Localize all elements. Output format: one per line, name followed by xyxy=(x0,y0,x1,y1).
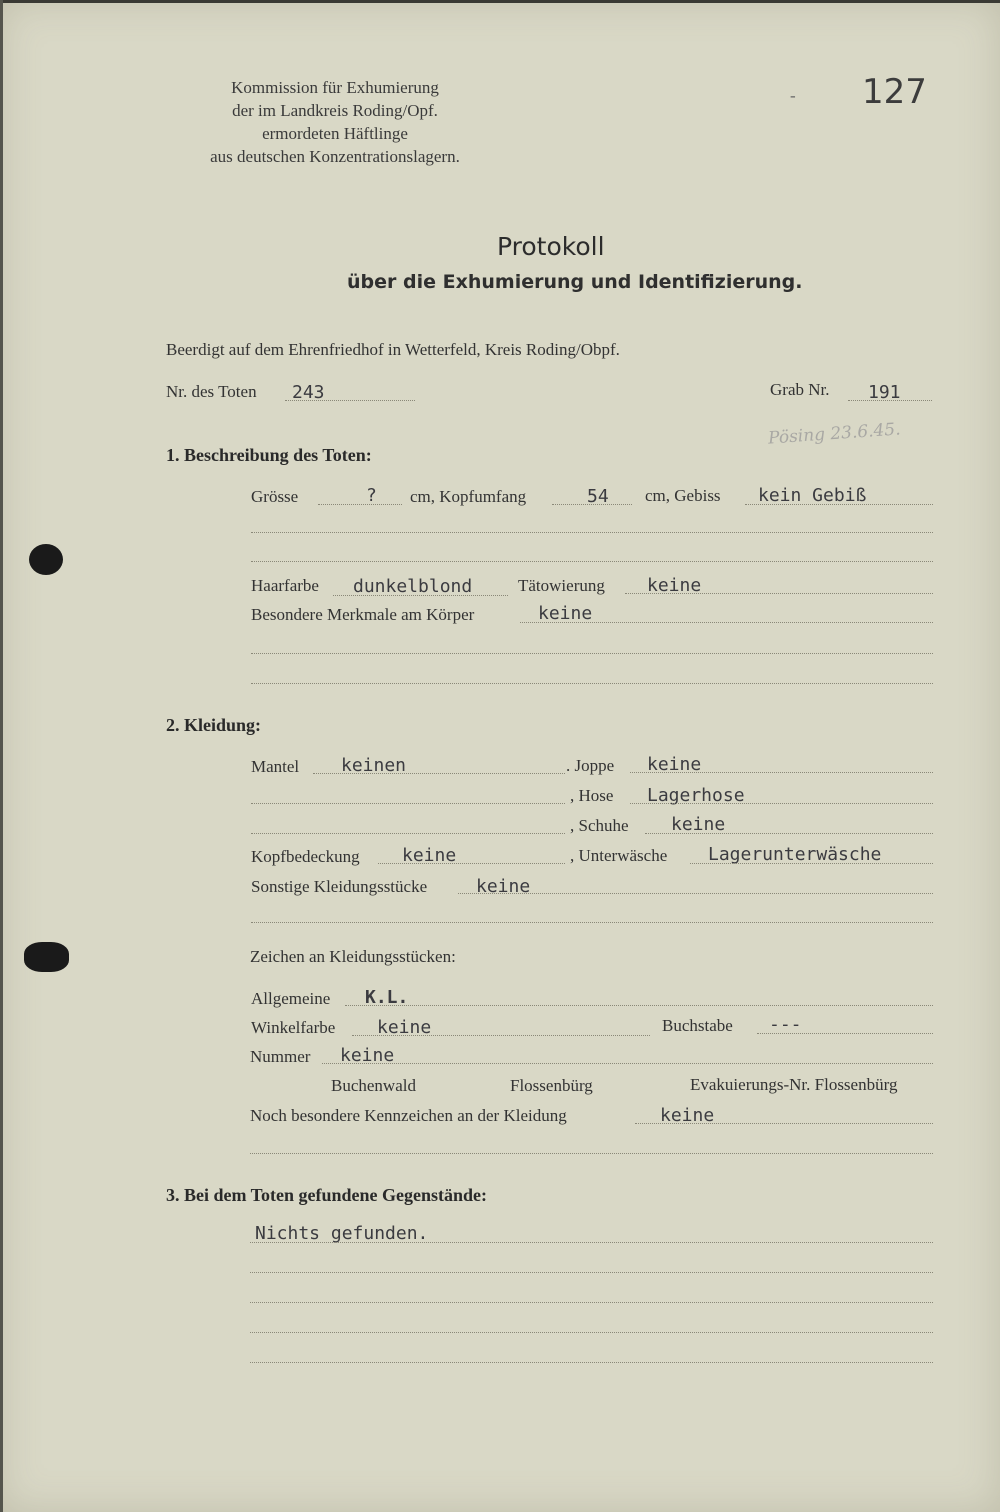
teeth-label: cm, Gebiss xyxy=(645,486,721,505)
size-line xyxy=(318,504,402,505)
punch-hole-upper xyxy=(29,544,63,575)
headwear-label: Kopfbedeckung xyxy=(251,847,360,866)
general-mark-label: Allgemeine xyxy=(251,989,331,1008)
other-clothing-value: keine xyxy=(476,876,531,897)
tattoo-label: Tätowierung xyxy=(518,576,605,595)
dead-number-label: Nr. des Toten xyxy=(166,382,257,401)
coat-line xyxy=(313,773,565,774)
shoes-value: keine xyxy=(671,814,726,835)
number-label: Nummer xyxy=(250,1047,311,1066)
hair-color-line xyxy=(333,595,508,596)
section-3-heading: 3. Bei dem Toten gefundene Gegenstände: xyxy=(166,1185,488,1205)
section-1-blank-line-2 xyxy=(251,561,933,562)
teeth-line xyxy=(745,504,933,505)
underwear-label: , Unterwäsche xyxy=(570,846,668,865)
page-number: 127 xyxy=(862,72,927,112)
number-line xyxy=(322,1063,933,1064)
dead-number-line xyxy=(285,400,415,401)
grave-number-label: Grab Nr. xyxy=(770,380,830,399)
page-edge-left xyxy=(0,0,3,1512)
section-1-blank-line-1 xyxy=(251,532,933,533)
found-items-line-3 xyxy=(250,1302,933,1303)
letter-line xyxy=(757,1033,933,1034)
underwear-value: Lagerunterwäsche xyxy=(708,844,882,865)
tattoo-line xyxy=(625,593,933,594)
header-line-2: der im Landkreis Roding/Opf. xyxy=(232,101,438,120)
letter-label: Buchstabe xyxy=(662,1016,733,1035)
letter-value: --- xyxy=(769,1014,802,1035)
found-items-line-4 xyxy=(250,1332,933,1333)
shoes-label: , Schuhe xyxy=(570,816,629,835)
underwear-line xyxy=(690,863,933,864)
teeth-value: kein Gebiß xyxy=(758,485,867,506)
issuer-header xyxy=(175,76,495,168)
header-line-4: aus deutschen Konzentrationslagern. xyxy=(210,147,460,166)
other-clothing-label: Sonstige Kleidungsstücke xyxy=(251,877,428,896)
hair-color-value: dunkelblond xyxy=(353,576,473,597)
document-subtitle: über die Exhumierung und Identifizierung. xyxy=(347,271,803,293)
tattoo-value: keine xyxy=(647,575,702,596)
grave-number-line xyxy=(848,400,932,401)
section-1-heading: 1. Beschreibung des Toten: xyxy=(166,445,372,465)
section-1-blank-line-3 xyxy=(251,653,933,654)
camp-evacuation-number: Evakuierungs-Nr. Flossenbürg xyxy=(690,1075,898,1094)
dead-number-value: 243 xyxy=(292,382,325,403)
shoes-left-line xyxy=(251,833,565,834)
head-circumference-line xyxy=(552,504,632,505)
head-circumference-value: 54 xyxy=(587,486,609,507)
special-marks-label: Noch besondere Kennzeichen an der Kleidung xyxy=(250,1106,567,1125)
clothing-marks-heading: Zeichen an Kleidungsstücken: xyxy=(250,947,456,966)
section-1-blank-line-4 xyxy=(251,683,933,684)
jacket-value: keine xyxy=(647,754,702,775)
triangle-color-label: Winkelfarbe xyxy=(251,1018,336,1037)
section-2-heading: 2. Kleidung: xyxy=(166,715,262,735)
found-items-line-2 xyxy=(250,1272,933,1273)
found-items-line-1 xyxy=(250,1242,933,1243)
size-value: ? xyxy=(366,485,377,506)
found-items-value: Nichts gefunden. xyxy=(255,1223,429,1244)
special-marks-value: keine xyxy=(660,1105,715,1126)
headwear-line xyxy=(378,863,565,864)
body-marks-line xyxy=(520,622,933,623)
special-marks-line xyxy=(635,1123,933,1124)
found-items-line-5 xyxy=(250,1362,933,1363)
burial-location: Beerdigt auf dem Ehrenfriedhof in Wetterfeld, Kreis Roding/Obpf. xyxy=(166,340,620,359)
triangle-color-value: keine xyxy=(377,1017,432,1038)
document-title: Protokoll xyxy=(497,232,605,261)
coat-value: keinen xyxy=(341,755,407,776)
grave-number-value: 191 xyxy=(868,382,901,403)
header-line-3: ermordeten Häftlinge xyxy=(262,124,408,143)
section-2-blank-line xyxy=(251,922,933,923)
page-mark: - xyxy=(790,86,796,105)
headwear-value: keine xyxy=(402,845,457,866)
trousers-left-line xyxy=(251,803,565,804)
jacket-label: . Joppe xyxy=(566,756,615,775)
other-clothing-line xyxy=(458,893,933,894)
camp-flossenbuerg: Flossenbürg xyxy=(510,1076,593,1095)
hair-color-label: Haarfarbe xyxy=(251,576,319,595)
number-value: keine xyxy=(340,1045,395,1066)
trousers-line xyxy=(630,803,933,804)
shoes-line xyxy=(645,833,933,834)
body-marks-value: keine xyxy=(538,603,593,624)
section-2-final-line xyxy=(250,1153,933,1154)
punch-hole-lower xyxy=(24,942,69,972)
handwritten-note: Pösing 23.6.45. xyxy=(767,419,902,449)
camp-buchenwald: Buchenwald xyxy=(331,1076,416,1095)
body-marks-label: Besondere Merkmale am Körper xyxy=(251,605,475,624)
header-line-1: Kommission für Exhumierung xyxy=(231,78,439,97)
general-mark-line xyxy=(345,1005,933,1006)
page-edge-top xyxy=(0,0,1000,3)
general-mark-value: K.L. xyxy=(365,987,409,1008)
jacket-line xyxy=(630,772,933,773)
size-label: Grösse xyxy=(251,487,299,506)
coat-label: Mantel xyxy=(251,757,300,776)
trousers-label: , Hose xyxy=(570,786,614,805)
head-circumference-label: cm, Kopfumfang xyxy=(410,487,527,506)
trousers-value: Lagerhose xyxy=(647,785,745,806)
triangle-color-line xyxy=(352,1035,650,1036)
